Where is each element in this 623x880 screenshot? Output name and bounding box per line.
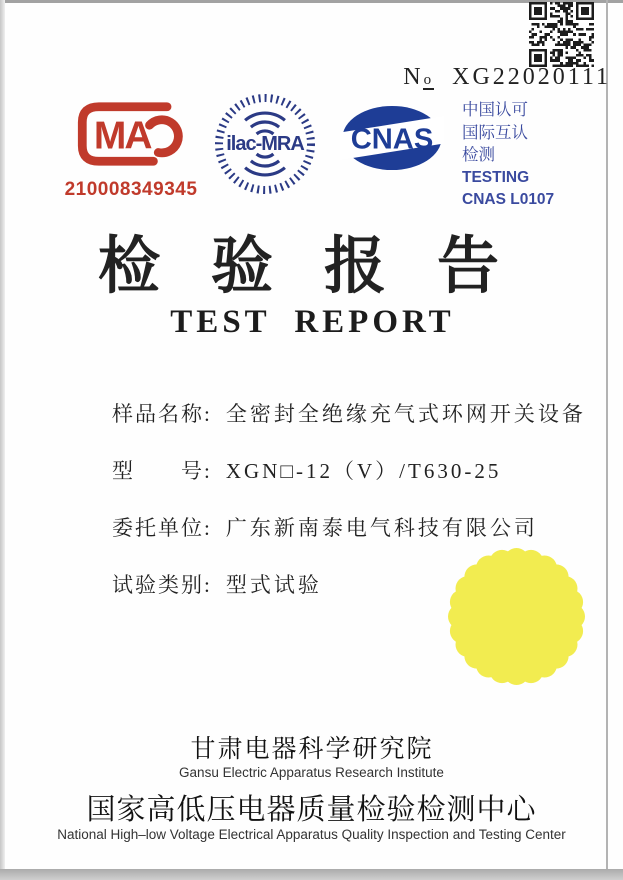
no-prefix: N (403, 64, 423, 90)
field-label: 委托单位: (112, 516, 212, 540)
field-label: 型 号: (112, 459, 212, 483)
footer-center-en: National High–low Voltage Electrical Apparatus Quality Inspection and Testing Center (57, 827, 566, 842)
field-value: 全密封全绝缘充气式环网开关设备 (225, 402, 586, 426)
ilac-mra-icon (213, 92, 317, 196)
field-value: 型式试验 (225, 573, 322, 597)
field-row-model (112, 455, 586, 483)
field-label: 样品名称: (112, 402, 212, 426)
accreditation-text (462, 99, 554, 212)
report-number-value: XG22020111 (452, 64, 611, 90)
accreditation-line: 中国认可 (462, 101, 528, 119)
cma-frame-icon (71, 96, 191, 172)
accreditation-line: 检测 (462, 146, 495, 164)
ilac-mra-label: ilac-MRA (226, 133, 304, 155)
accreditation-line: CNAS L0107 (462, 191, 555, 208)
cnas-mark (340, 104, 444, 177)
accreditation-line: 国际互认 (462, 123, 528, 142)
field-row-client (112, 512, 586, 540)
field-value: XGN□-12（V）/T630-25 (225, 459, 502, 483)
footer-center-zh: 国家高低压电器质量检验检测中心 (86, 794, 537, 826)
field-row-sample-name (112, 398, 586, 426)
page-edge-bottom (0, 869, 623, 880)
seal-icon (448, 548, 585, 685)
footer-institute-zh: 甘肃电器科学研究院 (190, 736, 434, 763)
approval-seal (448, 548, 585, 685)
cma-letters: MA (93, 114, 151, 158)
cnas-label: CNAS (350, 123, 434, 156)
report-title-en: TEST REPORT (170, 304, 455, 340)
field-label: 试验类别: (112, 573, 212, 597)
field-value: 广东新南泰电气科技有限公司 (225, 516, 538, 540)
footer-institute-en: Gansu Electric Apparatus Research Institute (179, 765, 444, 780)
cma-number: 210008349345 (64, 179, 198, 200)
ilac-mra-mark (213, 92, 317, 201)
report-title-zh: 检验报告 (97, 232, 550, 301)
report-number: No XG22020111 (403, 64, 611, 90)
cma-mark (64, 96, 198, 201)
cnas-icon (340, 104, 444, 172)
accreditation-line: TESTING (462, 168, 530, 186)
qr-code-icon (529, 2, 594, 67)
